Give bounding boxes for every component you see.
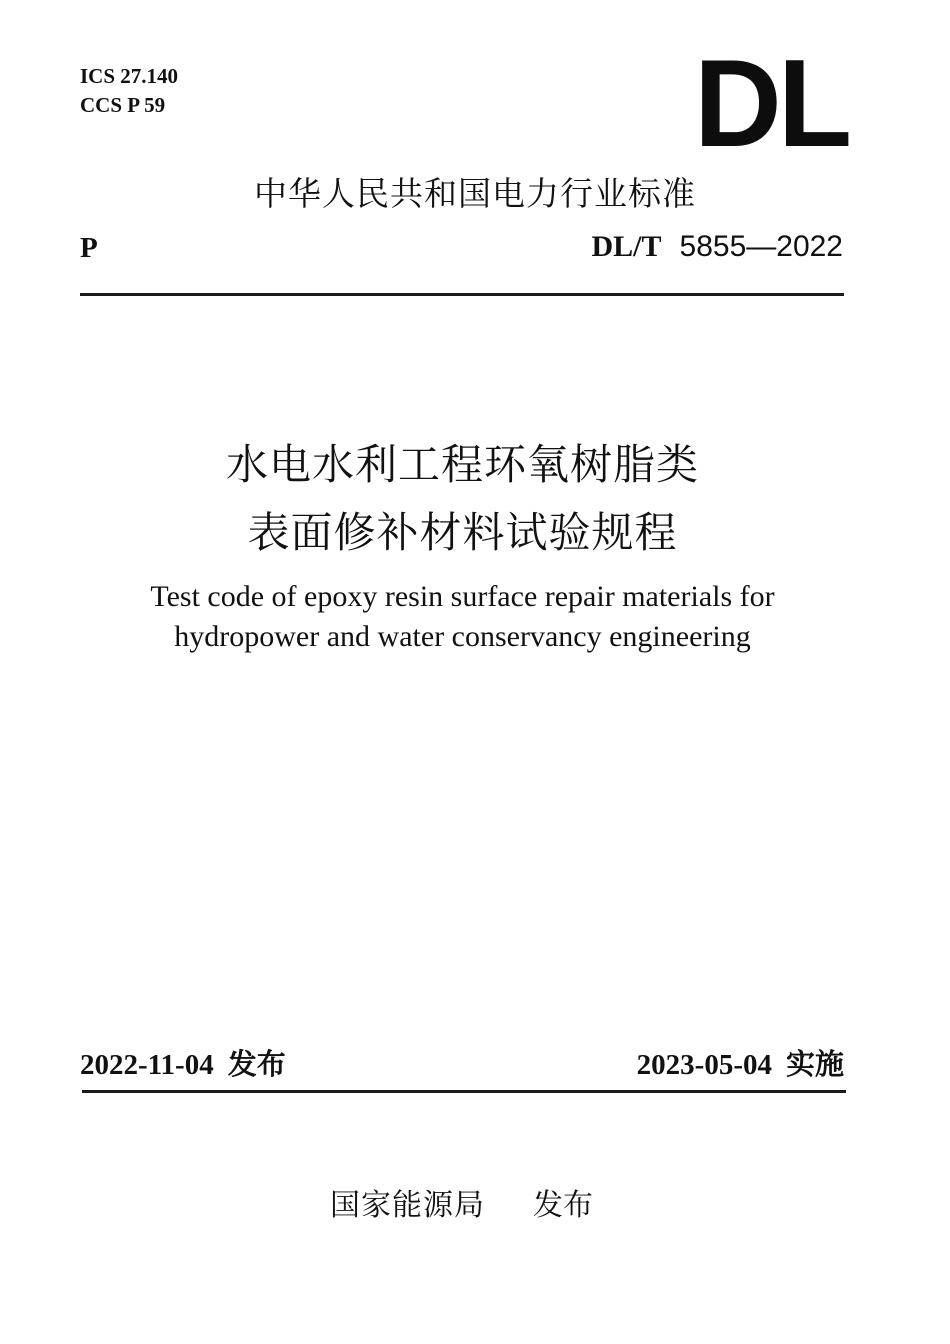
dl-logo: DL: [694, 35, 849, 173]
bottom-divider: [82, 1090, 846, 1093]
implement-date: 2023-05-04: [636, 1049, 772, 1081]
publisher-line: [330, 1180, 593, 1224]
title-cn-line-2: 表面修补材料试验规程: [247, 508, 678, 557]
implement-label: 实施: [785, 1047, 844, 1081]
classification-codes: [80, 62, 178, 120]
top-divider: [80, 293, 844, 296]
standard-prefix: DL/T: [591, 230, 662, 263]
ccs-code: CCS P 59: [80, 93, 166, 117]
implement-date-block: [637, 1042, 844, 1083]
industry-standard-heading: 中华人民共和国电力行业标准: [254, 174, 696, 213]
issue-date: 2022-11-04: [80, 1049, 214, 1081]
publisher-action: 发布: [533, 1188, 593, 1223]
ics-code: ICS 27.140: [80, 64, 179, 88]
category-letter: P: [80, 232, 98, 264]
issue-date-block: [80, 1042, 286, 1083]
standard-number: [591, 230, 843, 264]
standard-code: 5855—2022: [679, 230, 843, 263]
issue-label: 发布: [227, 1047, 286, 1081]
title-en-line-2: hydropower and water conservancy engineering: [174, 620, 751, 653]
title-en-line-1: Test code of epoxy resin surface repair materials for: [150, 580, 775, 613]
title-cn-line-1: 水电水利工程环氧树脂类: [225, 440, 699, 489]
publisher-org: 国家能源局: [330, 1188, 485, 1223]
